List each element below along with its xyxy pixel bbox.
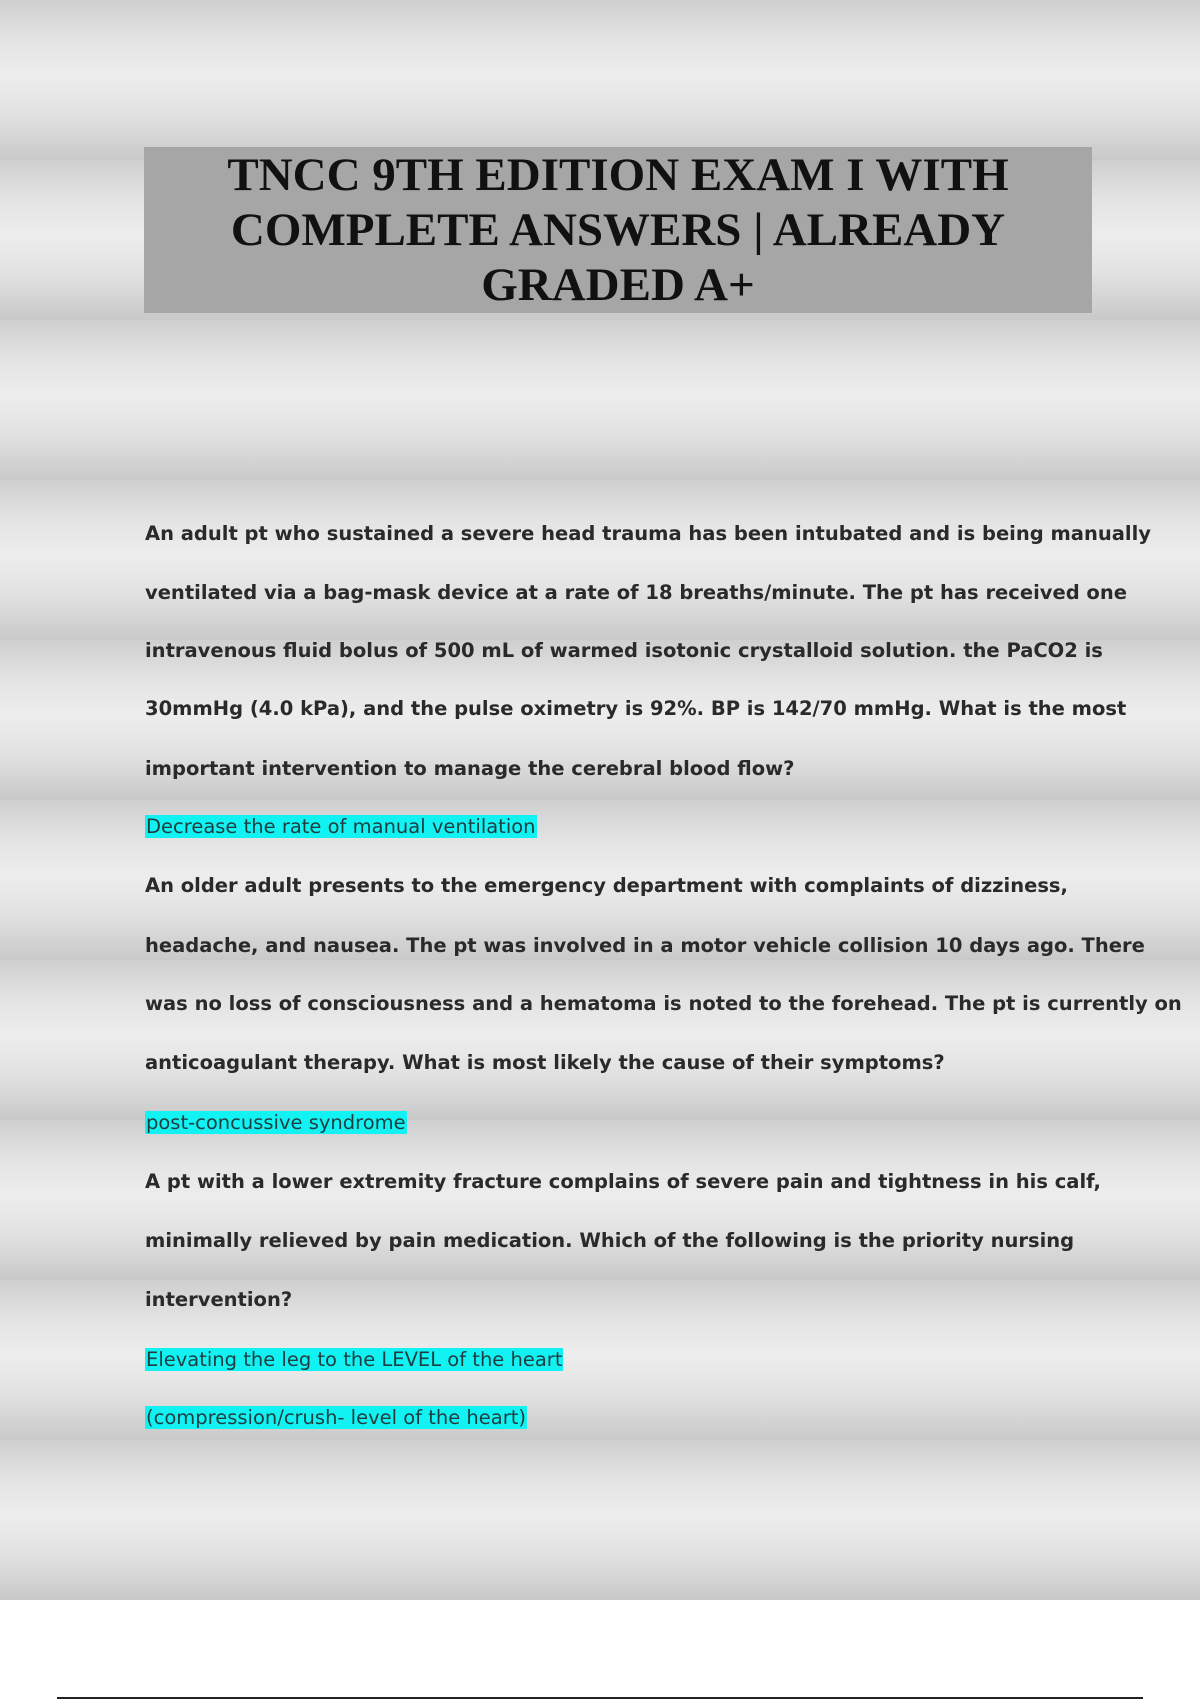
question-1-line-1: An adult pt who sustained a severe head trauma has been intubated and is being manually [145, 522, 1151, 545]
question-2-line-3: was no loss of consciousness and a hematoma is noted to the forehead. The pt is currently on [145, 992, 1182, 1015]
footer-rule [57, 1697, 1143, 1699]
answer-3-line-1 [145, 1345, 563, 1375]
question-2-line-2: headache, and nausea. The pt was involved in a motor vehicle collision 10 days ago. There [145, 934, 1145, 957]
answer-2-line-1 [145, 1108, 407, 1138]
question-3-line-2: minimally relieved by pain medication. Which of the following is the priority nursing [145, 1229, 1075, 1252]
question-3-line-3: intervention? [145, 1288, 293, 1311]
question-1-line-2: ventilated via a bag-mask device at a rate of 18 breaths/minute. The pt has received one [145, 581, 1127, 604]
title-banner [144, 147, 1092, 313]
answer-3-line-2 [145, 1403, 527, 1433]
question-1-line-5: important intervention to manage the cerebral blood flow? [145, 757, 795, 780]
answer-1-line-1 [145, 812, 537, 842]
question-1-line-3: intravenous fluid bolus of 500 mL of warmed isotonic crystalloid solution. the PaCO2 is [145, 639, 1103, 662]
answer-highlight: post-concussive syndrome [146, 1111, 406, 1134]
question-2-line-4: anticoagulant therapy. What is most likely the cause of their symptoms? [145, 1051, 945, 1074]
question-1-line-4: 30mmHg (4.0 kPa), and the pulse oximetry is 92%. BP is 142/70 mmHg. What is the most [145, 697, 1127, 720]
answer-highlight: (compression/crush- level of the heart) [146, 1406, 527, 1429]
answer-highlight: Elevating the leg to the LEVEL of the heart [146, 1348, 563, 1371]
document-title: TNCC 9TH EDITION EXAM I WITH COMPLETE ANSWERS | ALREADY GRADED A+ [227, 148, 1009, 311]
answer-highlight: Decrease the rate of manual ventilation [146, 815, 536, 838]
question-3-line-1: A pt with a lower extremity fracture complains of severe pain and tightness in his calf, [145, 1170, 1101, 1193]
question-2-line-1: An older adult presents to the emergency department with complaints of dizziness, [145, 874, 1068, 897]
